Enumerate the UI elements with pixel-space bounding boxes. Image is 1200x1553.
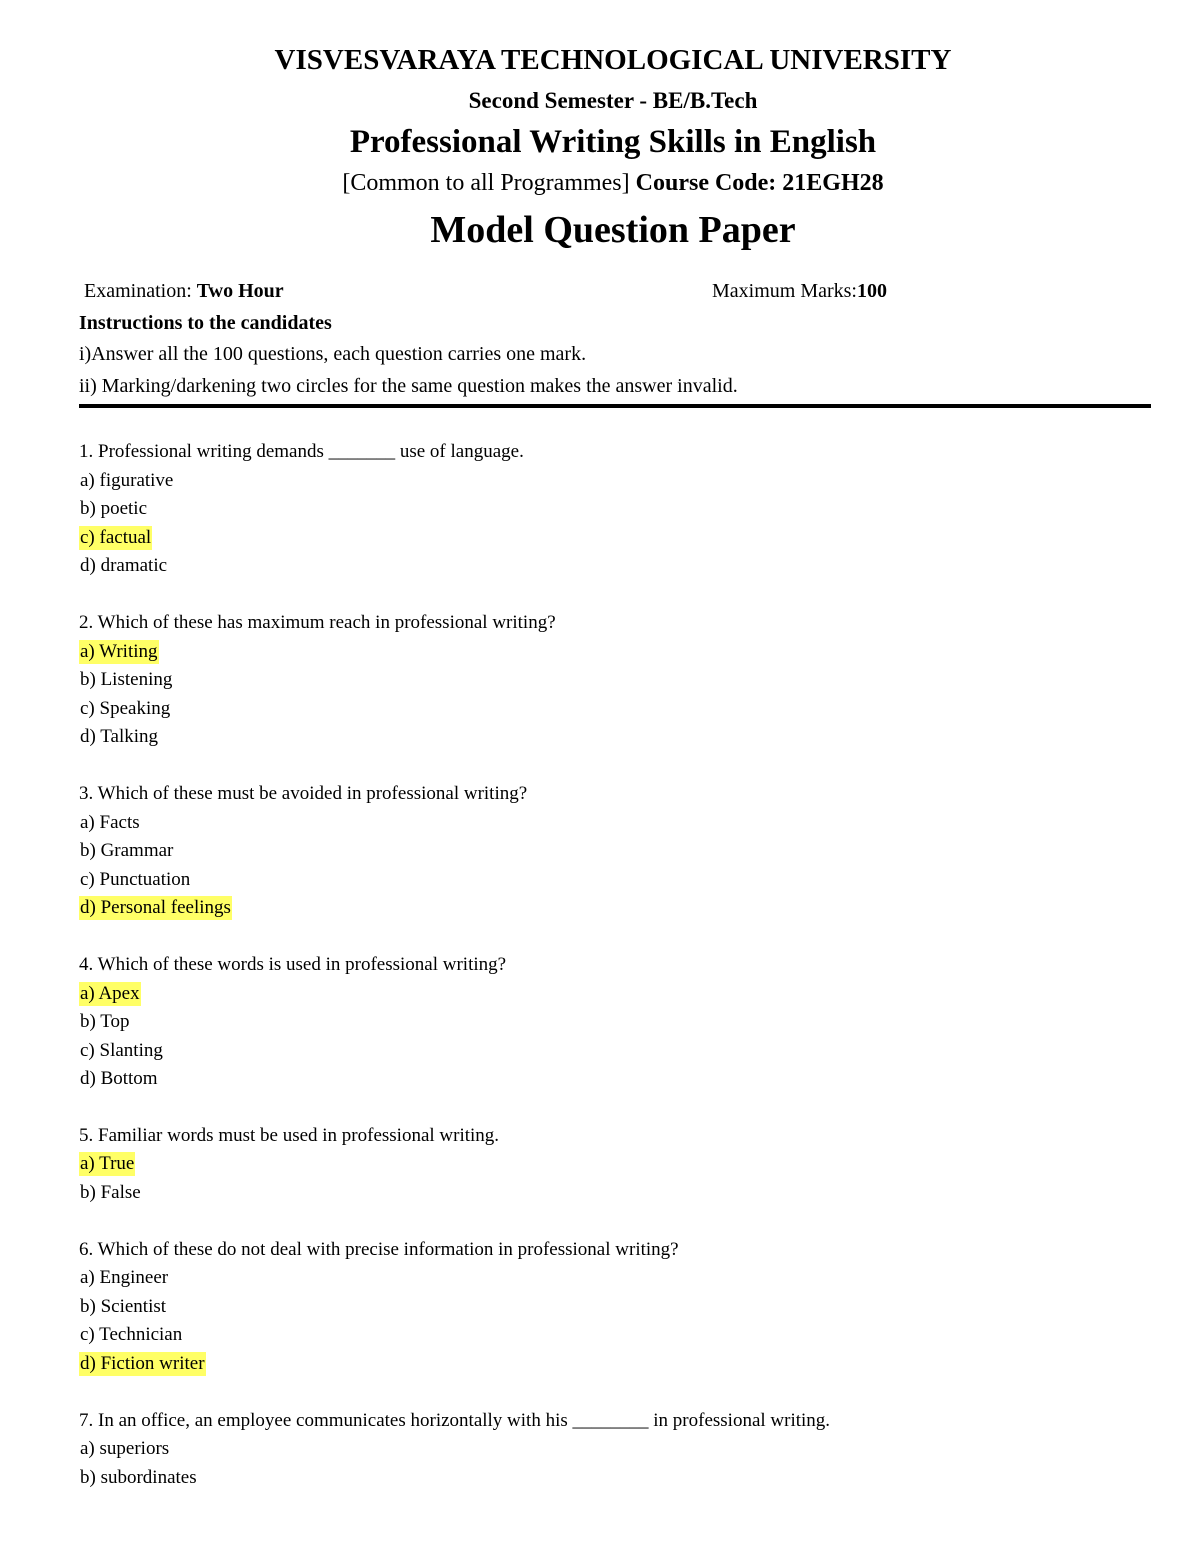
option-line	[79, 1435, 1159, 1464]
answer-option: a) figurative	[80, 469, 174, 491]
answer-option: c) Technician	[80, 1324, 183, 1346]
question-text: 3. Which of these must be avoided in professional writing?	[79, 782, 528, 804]
option-line	[79, 894, 1159, 923]
marks-value: 100	[857, 280, 887, 302]
option-line	[79, 1464, 1159, 1493]
question-block	[79, 951, 1159, 1094]
answer-option: b) Scientist	[80, 1295, 167, 1317]
option-line	[79, 723, 1159, 752]
question-block	[79, 609, 1159, 752]
option-line	[79, 638, 1159, 667]
correct-answer-option: d) Fiction writer	[80, 1353, 205, 1375]
question-text: 5. Familiar words must be used in professional writing.	[79, 1124, 500, 1146]
option-line	[79, 666, 1159, 695]
option-line	[79, 467, 1159, 496]
exam-duration	[84, 280, 284, 303]
question-block	[79, 438, 1159, 581]
answer-option: d) Bottom	[80, 1068, 158, 1090]
option-line	[79, 695, 1159, 724]
answer-option: a) Facts	[80, 811, 140, 833]
answer-option: d) Talking	[80, 726, 159, 748]
instruction-item: i)Answer all the 100 questions, each question carries one mark.	[79, 343, 587, 365]
question-block	[79, 1236, 1159, 1379]
option-line	[79, 495, 1159, 524]
instruction-item: ii) Marking/darkening two circles for the same question makes the answer invalid.	[79, 375, 738, 397]
university-name: VISVESVARAYA TECHNOLOGICAL UNIVERSITY	[274, 44, 952, 76]
answer-option: c) Slanting	[80, 1039, 163, 1061]
question-block	[79, 780, 1159, 923]
correct-answer-option: d) Personal feelings	[80, 897, 231, 919]
option-line	[79, 866, 1159, 895]
correct-answer-option: c) factual	[80, 526, 152, 548]
option-line	[79, 1293, 1159, 1322]
question-text: 1. Professional writing demands _______ use of language.	[79, 441, 524, 462]
correct-answer-option: a) True	[80, 1153, 135, 1175]
question-text: 2. Which of these has maximum reach in professional writing?	[79, 611, 556, 633]
answer-option: b) False	[80, 1182, 141, 1204]
option-line	[79, 1264, 1159, 1293]
course-title: Professional Writing Skills in English	[349, 124, 877, 160]
marks-label: Maximum Marks:	[712, 280, 857, 302]
questions-list	[79, 438, 1159, 1520]
question-block	[79, 1122, 1159, 1208]
question-text: 7. In an office, an employee communicates horizontally with his ________ in professional writing.	[79, 1409, 831, 1431]
maximum-marks	[712, 280, 887, 303]
answer-option: c) Speaking	[80, 697, 171, 719]
option-line	[79, 524, 1159, 553]
paper-title: Model Question Paper	[430, 209, 796, 251]
option-line	[79, 980, 1159, 1009]
option-line	[79, 837, 1159, 866]
semester-line: Second Semester - BE/B.Tech	[468, 88, 758, 113]
correct-answer-option: a) Writing	[80, 640, 158, 662]
programme-line	[0, 170, 1200, 197]
option-line	[79, 1321, 1159, 1350]
answer-option: b) Top	[80, 1011, 130, 1033]
section-divider	[79, 404, 1151, 408]
answer-option: a) Engineer	[80, 1267, 169, 1289]
answer-option: b) subordinates	[80, 1466, 197, 1488]
correct-answer-option: a) Apex	[80, 982, 140, 1004]
option-line	[79, 1179, 1159, 1208]
exam-value: Two Hour	[196, 280, 284, 302]
option-line	[79, 1008, 1159, 1037]
instructions-title: Instructions to the candidates	[79, 312, 332, 334]
option-line	[79, 809, 1159, 838]
question-block	[79, 1407, 1159, 1493]
answer-option: b) Grammar	[80, 840, 174, 862]
option-line	[79, 1350, 1159, 1379]
course-code: Course Code: 21EGH28	[635, 170, 884, 196]
option-line	[79, 1037, 1159, 1066]
question-text: 4. Which of these words is used in professional writing?	[79, 953, 507, 975]
programmes-label: [Common to all Programmes]	[342, 170, 630, 196]
answer-option: a) superiors	[80, 1438, 170, 1460]
answer-option: b) poetic	[80, 498, 148, 520]
option-line	[79, 1065, 1159, 1094]
answer-option: c) Punctuation	[80, 868, 191, 890]
option-line	[79, 1150, 1159, 1179]
option-line	[79, 552, 1159, 581]
answer-option: d) dramatic	[80, 555, 168, 577]
answer-option: b) Listening	[80, 669, 173, 691]
question-text: 6. Which of these do not deal with precise information in professional writing?	[79, 1238, 679, 1260]
exam-label: Examination:	[84, 280, 192, 302]
